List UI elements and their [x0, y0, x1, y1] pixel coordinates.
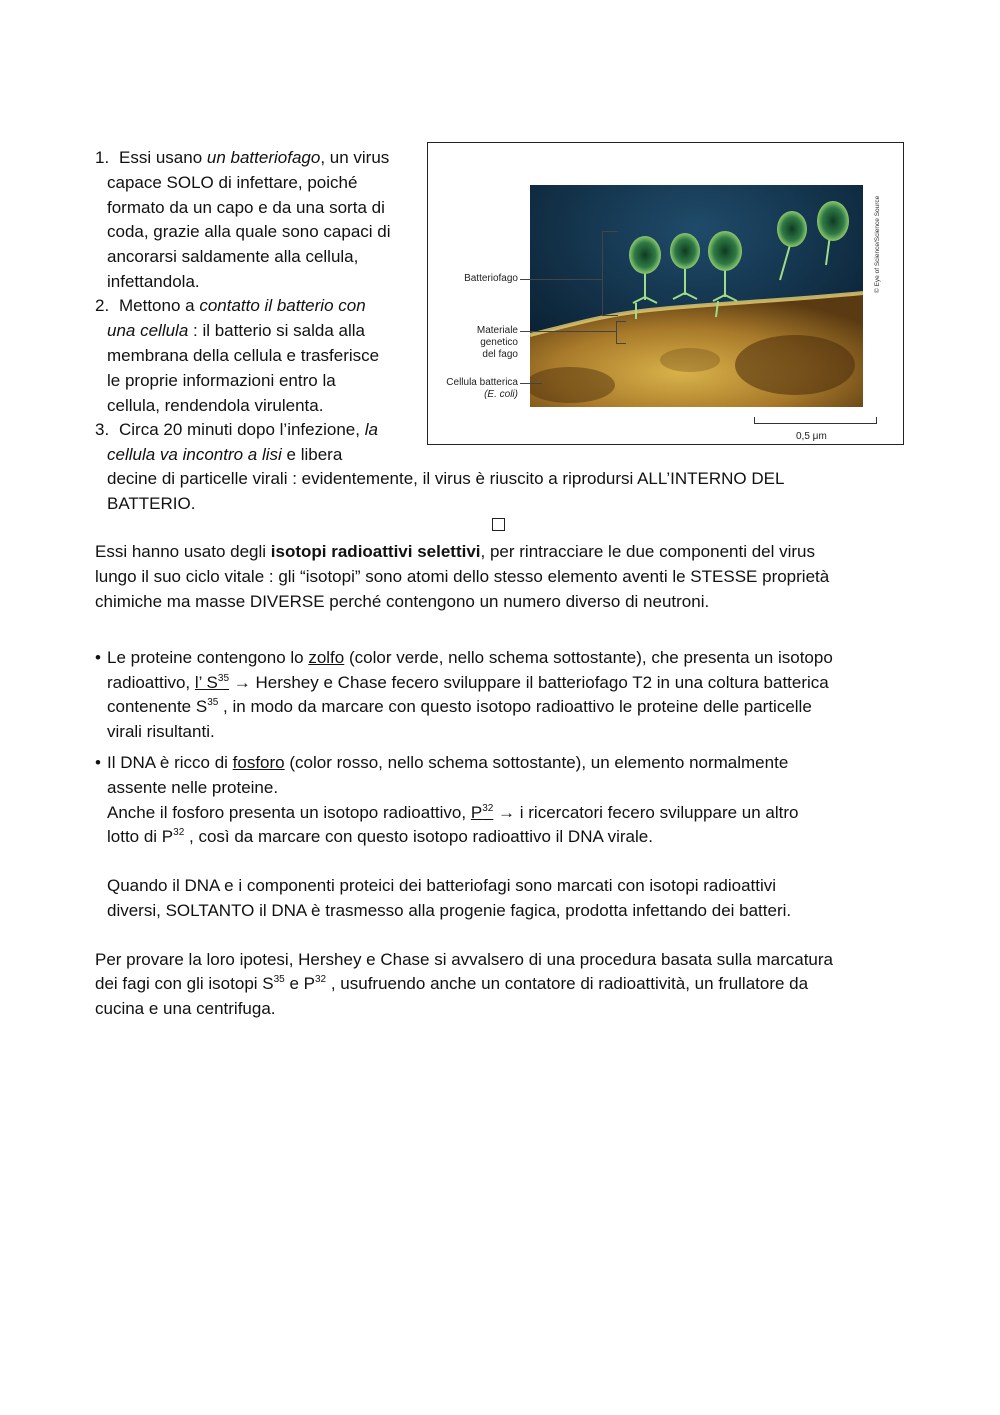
leader-genetic — [520, 331, 616, 332]
list-item-2-line-2: una cellula : il batterio si salda alla — [107, 321, 365, 340]
bullet-1-mark: • — [95, 648, 101, 667]
checkbox-glyph — [492, 518, 505, 531]
paragraph-2-line-2: dei fagi con gli isotopi $S^{35}$ e $P^{32}$ , usufruendo anche un contatore di radioattività, un frullatore da — [95, 974, 809, 993]
list-item-3-line-4: BATTERIO. — [107, 494, 196, 513]
photo-credit: © Eye of Science/Science Source — [874, 195, 881, 293]
micrograph-image — [530, 185, 863, 407]
list-item-3-line-3: decine di particelle virali : evidentemente, il virus è riuscito a riprodursi ALL’INTERNO DEL — [107, 469, 785, 488]
bullet-2-line-2: assente nelle proteine. — [107, 778, 279, 797]
list-item-1-line-2: capace SOLO di infettare, poiché — [107, 173, 358, 192]
bullet-1-line-4: virali risultanti. — [107, 722, 215, 741]
leader-cell — [520, 383, 542, 384]
bullet-1-line-3: contenente $S^{35}$ , in modo da marcare con questo isotopo radioattivo le proteine delle particelle — [107, 697, 812, 716]
list-item-2-line-3: membrana della cellula e trasferisce — [107, 346, 380, 365]
list-item-2-line-4: le proprie informazioni entro la — [107, 371, 336, 390]
label-phage: Batteriofago — [464, 273, 518, 284]
bracket-phage-bottom — [602, 315, 618, 316]
list-number-3: 3. — [95, 420, 110, 439]
paragraph-1-line-3: chimiche ma masse DIVERSE perché contengono un numero diverso di neutroni. — [95, 592, 710, 611]
list-number-1: 1. — [95, 148, 110, 167]
list-item-1-line-3: formato da un capo e da una sorta di — [107, 198, 385, 217]
bullet-2-line-5: Quando il DNA e i componenti proteici dei batteriofagi sono marcati con isotopi radioattivi — [107, 876, 777, 895]
paragraph-2-line-3: cucina e una centrifuga. — [95, 999, 276, 1018]
paragraph-2-line-1: Per provare la loro ipotesi, Hershey e Chase si avvalsero di una procedura basata sulla marcatura — [95, 950, 833, 969]
bracket-genetic-bottom — [616, 343, 626, 344]
list-number-2: 2. — [95, 296, 110, 315]
bracket-phage — [602, 231, 603, 315]
list-item-3-line-1: Circa 20 minuti dopo l’infezione, la — [119, 420, 378, 439]
list-item-1-line-4: coda, grazie alla quale sono capaci di — [107, 222, 391, 241]
list-item-1-line-6: infettandola. — [107, 272, 200, 291]
list-item-1-line-1: Essi usano un batteriofago, un virus — [119, 148, 390, 167]
bullet-2-line-4: lotto di $P^{32}$ , così da marcare con questo isotopo radioattivo il DNA virale. — [107, 827, 653, 846]
bullet-2-line-1: Il DNA è ricco di fosforo (color rosso, nello schema sottostante), un elemento normalmente — [107, 753, 789, 772]
list-item-2-line-1: Mettono a contatto il batterio con — [119, 296, 366, 315]
bullet-2-line-3: Anche il fosforo presenta un isotopo radioattivo, $P^{32} \to i$ ricercatori fecero sviluppare un altro — [107, 803, 799, 822]
leader-phage — [520, 279, 602, 280]
label-genetic-material: Materiale genetico del fago — [476, 325, 518, 360]
list-item-3-line-2: cellula va incontro a lisi e libera — [107, 445, 343, 464]
bacteriophage-figure — [427, 142, 904, 445]
bracket-genetic — [616, 321, 617, 343]
bullet-1-line-1: Le proteine contengono lo zolfo (color verde, nello schema sottostante), che presenta un isotopo — [107, 648, 833, 667]
bracket-genetic-top — [616, 321, 626, 322]
bullet-1-line-2: radioattivo, l’ $S^{35}$ → Hershey e Chase fecero sviluppare il batteriofago T2 in una coltura batterica — [107, 673, 829, 692]
bullet-2-line-6: diversi, SOLTANTO il DNA è trasmesso alla progenie fagica, prodotta infettando dei batteri. — [107, 901, 792, 920]
list-item-2-line-5: cellula, rendendola virulenta. — [107, 396, 324, 415]
label-bacterial-cell: Cellula batterica (E. coli) — [446, 377, 518, 400]
paragraph-1-line-1: Essi hanno usato degli isotopi radioattivi selettivi, per rintracciare le due componenti del virus — [95, 542, 816, 561]
scale-bar — [754, 417, 877, 424]
scale-label: 0,5 μm — [796, 431, 827, 442]
paragraph-1-line-2: lungo il suo ciclo vitale : gli “isotopi” sono atomi dello stesso elemento aventi le STESSE proprietà — [95, 567, 830, 586]
list-item-1-line-5: ancorarsi saldamente alla cellula, — [107, 247, 359, 266]
bracket-phage-top — [602, 231, 618, 232]
bullet-2-mark: • — [95, 753, 101, 772]
